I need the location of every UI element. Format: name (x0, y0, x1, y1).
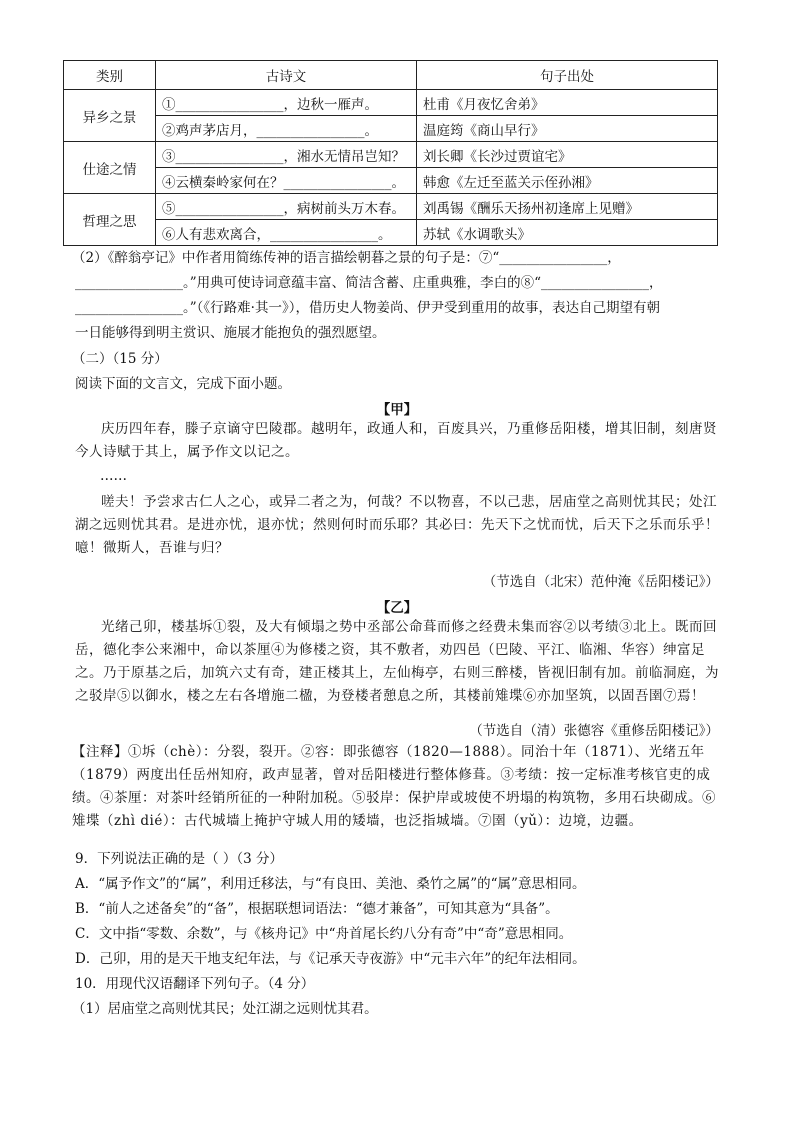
poem-table (63, 60, 718, 246)
source-cell: 刘禹锡《酬乐天扬州初逢席上见赠》 (417, 194, 718, 220)
passage-jia-title: 【甲】 (376, 402, 418, 418)
category-cell: 仕途之情 (64, 142, 156, 194)
table-row (64, 168, 718, 194)
table-header-row (64, 61, 718, 90)
question-9-stem: 9．下列说法正确的是（ ）（3 分） (75, 851, 284, 867)
poem-cell: ①________________，边秋一雁声。 (156, 90, 417, 116)
header-source: 句子出处 (417, 61, 718, 90)
q2-line-1: （2）《醉翁亭记》中作者用简练传神的语言描绘朝暮之景的句子是：⑦“________________， (72, 250, 621, 266)
section-heading: （二）（15 分） (72, 351, 168, 367)
passage-yi-paragraph: 光绪己卯，楼基坼①裂，及大有倾塌之势中丞部公命葺而修之经费未集而容②以考绩③北上。既而回岳，德化李公来湘中，命以茶厘④为修楼之资，其不敷者，劝四邑（巴陵、平江、临湘、华容）绅富足之。乃于原基之后，加筑六丈有奇，建正楼其上，左仙梅亭，右则三醉楼，皆视旧制有加。前临洞庭，为之驳岸⑤以御水，楼之左右各增施二楹，为登楼者憩息之所，其楼前雉堞⑥亦加坚筑，以固吾圉⑦焉！ (75, 619, 719, 704)
source-cell: 温庭筠《商山早行》 (417, 116, 718, 142)
header-poem: 古诗文 (156, 61, 417, 90)
passage-yi-source: （节选自（清）张德容《重修岳阳楼记》） (469, 723, 719, 739)
question-9-option-a: A．“属予作文”的“属”，利用迁移法，与“有良田、美池、桑竹之属”的“属”意思相同。 (75, 876, 586, 892)
poem-cell: ③________________，湘水无情吊岂知？ (156, 142, 417, 168)
table-row (64, 142, 718, 168)
passage-yi-title: 【乙】 (376, 600, 418, 616)
question-9-option-b: B．“前人之述备矣”的“备”，根据联想词语法：“德才兼备”，可知其意为“具备”。 (75, 901, 559, 917)
poem-cell: ⑥人有悲欢离合，________________。 (156, 220, 417, 246)
question-10-sub-1: （1）居庙堂之高则忧其民；处江湖之远则忧其君。 (72, 1001, 378, 1017)
passage-jia-paragraph-2: 嗟夫！予尝求古仁人之心，或异二者之为，何哉？不以物喜，不以己悲，居庙堂之高则忧其民；处江湖之远则忧其君。是进亦忧，退亦忧；然则何时而乐耶？其必曰：先天下之忧而忧，后天下之乐而乐乎！噫！微斯人，吾谁与归？ (75, 494, 719, 556)
category-cell: 异乡之景 (64, 90, 156, 142)
question-9-option-d: D．己卯，用的是天干地支纪年法，与《记承天寺夜游》中“元丰六年”的纪年法相同。 (75, 951, 586, 967)
header-category: 类别 (64, 61, 156, 90)
source-cell: 韩愈《左迁至蓝关示侄孙湘》 (417, 168, 718, 194)
question-10-stem: 10．用现代汉语翻译下列句子。（4 分） (75, 976, 315, 992)
poem-cell: ④云横秦岭家何在？________________。 (156, 168, 417, 194)
section-instruction: 阅读下面的文言文，完成下面小题。 (75, 376, 291, 392)
poem-cell: ⑤________________，病树前头万木春。 (156, 194, 417, 220)
passage-jia-paragraph-1: 庆历四年春，滕子京谪守巴陵郡。越明年，政通人和，百废具兴，乃重修岳阳楼，增其旧制，刻唐贤今人诗赋于其上，属予作文以记之。 (75, 421, 717, 460)
poem-cell: ②鸡声茅店月，________________。 (156, 116, 417, 142)
q2-line-4: 一日能够得到明主赏识、施展才能抱负的强烈愿望。 (75, 325, 386, 341)
passage-jia-ellipsis: …… (100, 468, 127, 484)
source-cell: 杜甫《月夜忆舍弟》 (417, 90, 718, 116)
question-9-option-c: C．文中指“零数、余数”，与《核舟记》中“舟首尾长约八分有奇”中“奇”意思相同。 (75, 926, 573, 942)
passage-jia-source: （节选自（北宋）范仲淹《岳阳楼记》） (482, 574, 719, 590)
annotation-notes: 【注释】①坼（chè）：分裂，裂开。②容：即张德容（1820—1888）。同治十年（1871）、光绪五年（1879）两度出任岳州知府，政声显著，曾对岳阳楼进行整体修葺。③考绩：按一定标准考核官吏的成绩。④茶厘：对茶叶经销所征的一种附加税。⑤驳岸：保护岸或坡使不坍塌的构筑物，多用石块砌成。⑥雉堞（zhì dié）：古代城墙上掩护守城人用的矮墙，也泛指城墙。⑦圉（yǔ）：边境，边疆。 (72, 744, 716, 829)
table-row (64, 220, 718, 246)
q2-line-2: ________________。”用典可使诗词意蕴丰富、简洁含蓄、庄重典雅，李白的⑧“________________， (75, 275, 663, 291)
q2-line-3: ________________。”（《行路难·其一》），借历史人物姜尚、伊尹受到重用的故事，表达自己期望有朝 (75, 300, 660, 316)
category-cell: 哲理之思 (64, 194, 156, 246)
source-cell: 刘长卿《长沙过贾谊宅》 (417, 142, 718, 168)
table-row (64, 90, 718, 116)
source-cell: 苏轼《水调歌头》 (417, 220, 718, 246)
table-row (64, 116, 718, 142)
table-row (64, 194, 718, 220)
